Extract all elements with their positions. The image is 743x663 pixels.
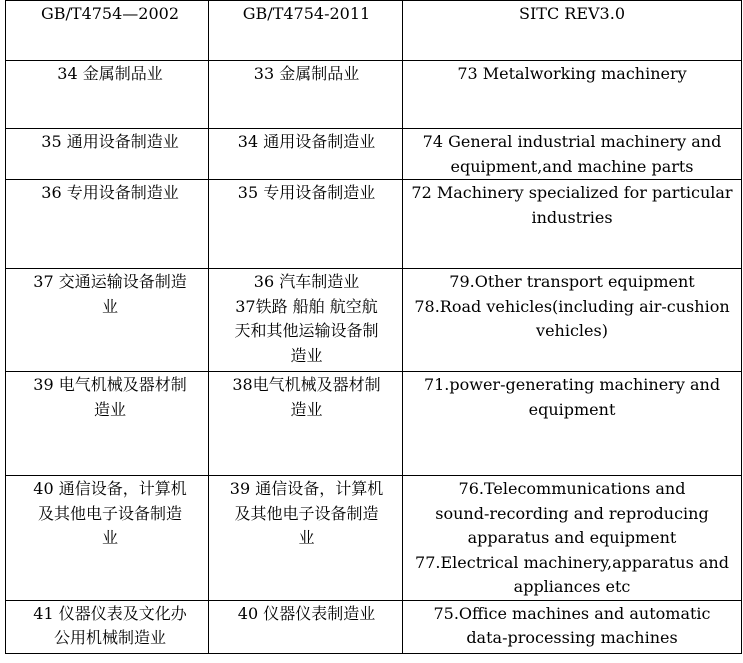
cell-text-line: 34 金属制品业	[57, 64, 163, 83]
cell-text-line: vehicles)	[536, 321, 608, 340]
cell-gb2002	[6, 129, 209, 180]
cell-text-line: data-processing machines	[466, 628, 678, 647]
cell-text-line: 39 电气机械及器材制	[33, 375, 187, 394]
industry-classification-table	[5, 0, 742, 654]
header-gb2011: GB/T4754-2011	[209, 1, 403, 61]
table-row	[6, 180, 742, 269]
table-row	[6, 372, 742, 476]
cell-text-line: 75.Office machines and automatic	[433, 603, 711, 623]
cell-gb2011	[209, 600, 403, 653]
cell-text-line: industries	[531, 207, 613, 227]
cell-text-line: 35 专用设备制造业	[237, 183, 376, 202]
cell-text-line: 74 General industrial machinery and	[422, 132, 722, 151]
cell-sitc	[403, 372, 742, 476]
cell-text-line: 37 交通运输设备制造	[33, 272, 187, 291]
cell-text-line: 37铁路 船舶 航空航	[235, 296, 378, 316]
cell-text-line: 34 通用设备制造业	[237, 132, 376, 151]
cell-gb2011	[209, 269, 403, 372]
cell-gb2002	[6, 180, 209, 269]
table-row	[6, 61, 742, 129]
cell-text-line: equipment	[528, 399, 616, 419]
cell-gb2011	[209, 180, 403, 269]
cell-text-line: 73 Metalworking machinery	[457, 64, 687, 83]
cell-gb2002	[6, 61, 209, 129]
cell-text-line: 造业	[93, 399, 126, 419]
header-row	[6, 1, 742, 61]
cell-text-line: 40 通信设备，计算机	[33, 479, 187, 498]
cell-text-line: equipment,and machine parts	[450, 156, 694, 176]
cell-text-line: 33 金属制品业	[253, 64, 360, 83]
cell-text-line: 造业	[290, 399, 323, 419]
cell-text-line: 及其他电子设备制造	[234, 503, 379, 523]
cell-sitc	[403, 476, 742, 601]
table-row	[6, 269, 742, 372]
cell-text-line: 76.Telecommunications and	[458, 479, 686, 498]
cell-sitc	[403, 269, 742, 372]
cell-text-line: 39 通信设备，计算机	[229, 479, 384, 498]
cell-gb2011	[209, 129, 403, 180]
table-row	[6, 600, 742, 653]
header-sitc: SITC REV3.0	[403, 1, 742, 61]
header-gb2002: GB/T4754—2002	[6, 1, 209, 61]
cell-text-line: 业	[101, 296, 118, 316]
cell-text-line: 公用机械制造业	[53, 628, 166, 647]
cell-text-line: 71.power-generating machinery and	[423, 375, 721, 394]
cell-sitc	[403, 600, 742, 653]
cell-sitc	[403, 180, 742, 269]
cell-gb2002	[6, 372, 209, 476]
cell-text-line: 72 Machinery specialized for particular	[411, 183, 733, 202]
cell-text-line: 40 仪器仪表制造业	[237, 603, 376, 623]
cell-text-line: 业	[101, 528, 118, 547]
cell-sitc	[403, 129, 742, 180]
table-row	[6, 129, 742, 180]
cell-text-line: 天和其他运输设备制	[234, 321, 379, 340]
cell-text-line: 业	[298, 528, 315, 547]
cell-sitc	[403, 61, 742, 129]
cell-gb2011	[209, 61, 403, 129]
cell-gb2002	[6, 476, 209, 601]
cell-text-line: 77.Electrical machinery,apparatus and	[415, 552, 729, 572]
table-row	[6, 476, 742, 601]
cell-text-line: 36 汽车制造业	[253, 272, 360, 291]
cell-text-line: 36 专用设备制造业	[41, 183, 179, 202]
cell-text-line: 41 仪器仪表及文化办	[33, 603, 187, 623]
cell-text-line: 及其他电子设备制造	[37, 503, 182, 523]
cell-text-line: 78.Road vehicles(including air-cushion	[414, 296, 730, 316]
cell-text-line: 35 通用设备制造业	[41, 132, 179, 151]
cell-text-line: apparatus and equipment	[467, 528, 677, 547]
cell-text-line: 造业	[290, 345, 323, 365]
cell-text-line: 38电气机械及器材制	[232, 375, 381, 394]
cell-gb2002	[6, 269, 209, 372]
cell-text-line: sound-recording and reproducing	[435, 503, 709, 523]
cell-gb2002	[6, 600, 209, 653]
cell-text-line: appliances etc	[513, 577, 631, 596]
cell-gb2011	[209, 372, 403, 476]
cell-text-line: 79.Other transport equipment	[449, 272, 695, 291]
cell-gb2011	[209, 476, 403, 601]
